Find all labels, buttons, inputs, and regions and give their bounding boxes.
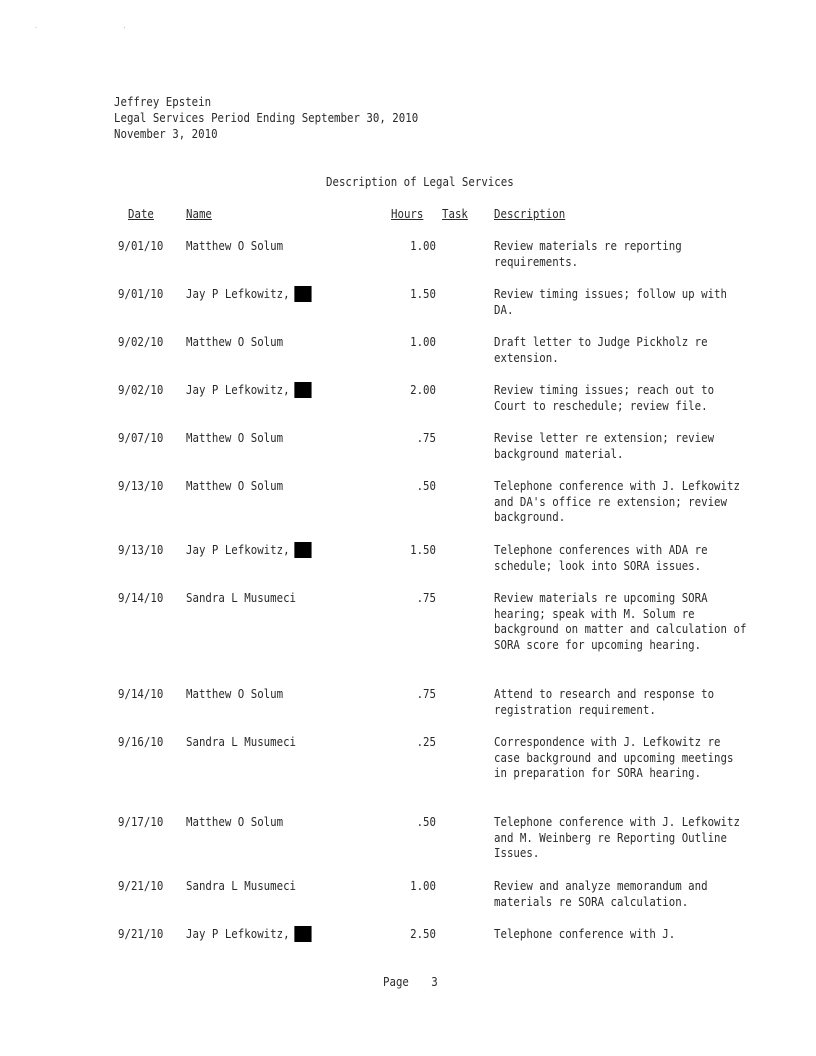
entry-date: 9/17/10	[118, 814, 164, 829]
column-header-hours: Hours	[391, 206, 424, 221]
client-name: Jeffrey Epstein	[114, 94, 212, 109]
entry-description: Review materials re upcoming SORA hearing; speak with M. Solum re background on matter and calculation of SORA score for upcoming hearing.	[494, 590, 747, 652]
entry-hours: 1.50	[410, 542, 436, 557]
entry-name: Sandra L Musumeci	[186, 590, 297, 605]
entry-name: Jay P Lefkowitz,	[186, 926, 290, 941]
entry-description: Revise letter re extension; review background material.	[494, 430, 715, 461]
entry-name: Jay P Lefkowitz,	[186, 286, 290, 301]
entry-hours: 1.50	[410, 286, 436, 301]
entry-date: 9/07/10	[118, 430, 164, 445]
entry-date: 9/13/10	[118, 542, 164, 557]
document-header	[114, 94, 418, 142]
entry-name-cell	[186, 926, 312, 942]
entry-date: 9/16/10	[118, 734, 164, 749]
entry-hours: .75	[416, 430, 436, 445]
entry-name: Matthew O Solum	[186, 430, 284, 445]
entry-hours: .75	[416, 590, 436, 605]
entry-hours: .50	[416, 478, 436, 493]
column-header-description: Description	[494, 206, 566, 221]
redaction-box	[295, 926, 312, 942]
entry-name-cell	[186, 382, 312, 398]
entry-hours: 1.00	[410, 878, 436, 893]
entry-name-cell	[186, 590, 296, 606]
entry-date: 9/21/10	[118, 926, 164, 941]
entry-name: Matthew O Solum	[186, 334, 284, 349]
entry-name-cell	[186, 686, 283, 702]
entry-name: Jay P Lefkowitz,	[186, 542, 290, 557]
entry-date: 9/21/10	[118, 878, 164, 893]
entry-name-cell	[186, 878, 296, 894]
entry-description: Attend to research and response to registration requirement.	[494, 686, 715, 717]
redaction-box	[295, 382, 312, 398]
entry-description: Correspondence with J. Lefkowitz re case background and upcoming meetings in preparation for SORA hearing.	[494, 734, 734, 780]
entry-hours: 2.00	[410, 382, 436, 397]
entry-date: 9/01/10	[118, 286, 164, 301]
column-header-task: Task	[442, 206, 468, 221]
entry-name: Matthew O Solum	[186, 814, 284, 829]
entry-date: 9/14/10	[118, 686, 164, 701]
entry-hours: 1.00	[410, 238, 436, 253]
column-header-date: Date	[128, 206, 154, 221]
page-footer	[383, 974, 460, 989]
section-title: Description of Legal Services	[326, 174, 514, 189]
entry-description: Review timing issues; follow up with DA.	[494, 286, 728, 317]
entry-description: Review and analyze memorandum and materials re SORA calculation.	[494, 878, 708, 909]
entry-hours: 1.00	[410, 334, 436, 349]
entry-name-cell	[186, 334, 283, 350]
billing-period: Legal Services Period Ending September 30, 2010	[114, 110, 419, 125]
entry-date: 9/13/10	[118, 478, 164, 493]
entry-name-cell	[186, 814, 283, 830]
entry-date: 9/14/10	[118, 590, 164, 605]
entry-description: Telephone conference with J. Lefkowitz and DA's office re extension; review background.	[494, 478, 740, 524]
column-header-name: Name	[186, 206, 212, 221]
entry-name: Sandra L Musumeci	[186, 878, 297, 893]
entry-description: Telephone conferences with ADA re schedule; look into SORA issues.	[494, 542, 708, 573]
entry-name: Matthew O Solum	[186, 478, 284, 493]
entry-date: 9/02/10	[118, 382, 164, 397]
entry-name: Matthew O Solum	[186, 238, 284, 253]
entry-name-cell	[186, 238, 283, 254]
redaction-box	[295, 542, 312, 558]
entry-description: Telephone conference with J.	[494, 926, 676, 941]
entry-hours: 2.50	[410, 926, 436, 941]
entry-description: Draft letter to Judge Pickholz re extension.	[494, 334, 708, 365]
entry-name: Matthew O Solum	[186, 686, 284, 701]
scan-specks: · ·	[34, 24, 167, 32]
entry-date: 9/01/10	[118, 238, 164, 253]
entry-hours: .25	[416, 734, 436, 749]
entry-name-cell	[186, 734, 296, 750]
entry-hours: .50	[416, 814, 436, 829]
entry-name-cell	[186, 478, 283, 494]
redaction-box	[295, 286, 312, 302]
entry-name-cell	[186, 430, 283, 446]
entry-hours: .75	[416, 686, 436, 701]
page-number: 3	[431, 974, 438, 989]
entry-name-cell	[186, 286, 312, 302]
entry-description: Review materials re reporting requirements.	[494, 238, 682, 269]
entry-description: Review timing issues; reach out to Court to reschedule; review file.	[494, 382, 715, 413]
entry-name: Jay P Lefkowitz,	[186, 382, 290, 397]
invoice-date: November 3, 2010	[114, 126, 218, 141]
entry-name-cell	[186, 542, 312, 558]
entry-description: Telephone conference with J. Lefkowitz and M. Weinberg re Reporting Outline Issues.	[494, 814, 740, 860]
page-label: Page	[383, 974, 409, 989]
entry-name: Sandra L Musumeci	[186, 734, 297, 749]
entry-date: 9/02/10	[118, 334, 164, 349]
